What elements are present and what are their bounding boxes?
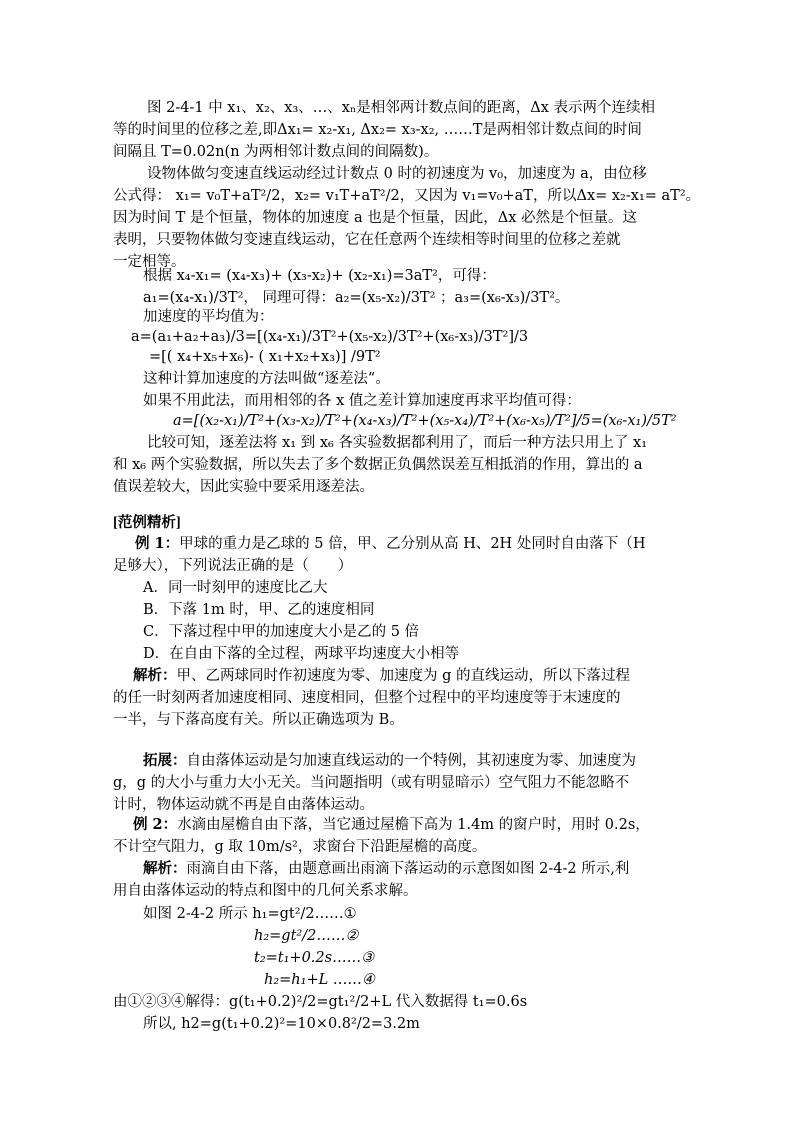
paragraph-1-line-3: 间隔且 T=0.02n(n 为两相邻计数点间的间隔数)。 bbox=[113, 144, 439, 160]
paragraph-2-line-4: 表明，只要物体做匀变速直线运动，它在任意两个连续相等时间里的位移之差就 bbox=[113, 232, 621, 248]
example-1-analysis-line-2: 的任一时刻两者加速度相同、速度相同，但整个过程中的平均速度等于末速度的 bbox=[113, 690, 621, 706]
example-1-option-b: B．下落 1m 时，甲、乙的速度相同 bbox=[143, 602, 375, 618]
equation-2: h₂=gt²/2……② bbox=[254, 928, 359, 944]
paragraph-2-line-3: 因为时间 T 是个恒量，物体的加速度 a 也是个恒量，因此，Δx 必然是个恒量。这 bbox=[113, 210, 638, 226]
equation-4: h₂=h₁+L ……④ bbox=[264, 972, 375, 988]
paragraph-3-line-4: a=(a₁+a₂+a₃)/3=[(x₄-x₁)/3T²+(x₅-x₂)/3T²+(x₆-x₃)/3T²]/3 bbox=[131, 329, 529, 345]
extension-line-1 bbox=[143, 750, 636, 772]
equation-1: 如图 2-4-2 所示 h₁=gt²/2……① bbox=[143, 906, 357, 922]
example-1-text-1: 甲球的重力是乙球的 5 倍，甲、乙分别从高 H、2H 处同时自由落下（H bbox=[179, 536, 646, 552]
example-2-label: 例 2： bbox=[133, 816, 178, 833]
extension-text-1: 自由落体运动是匀加速直线运动的一个特例，其初速度为零、加速度为 bbox=[186, 753, 636, 769]
example-1-line-2: 足够大），下列说法正确的是（ ） bbox=[113, 558, 353, 574]
example-2-line-2: 不计空气阻力，g 取 10m/s²，求窗台下沿距屋檐的高度。 bbox=[113, 839, 487, 855]
paragraph-2-line-1: 设物体做匀变速直线运动经过计数点 0 时的初速度为 v₀，加速度为 a，由位移 bbox=[147, 166, 647, 182]
paragraph-4-line-3: 值误差较大，因此实验中要采用逐差法。 bbox=[113, 479, 374, 495]
example-1-label: 例 1： bbox=[135, 535, 180, 552]
example-1-analysis-text-1: 甲、乙两球同时作初速度为零、加速度为 g 的直线运动，所以下落过程 bbox=[176, 668, 630, 684]
paragraph-3-line-7: 如果不用此法，而用相邻的各 x 值之差计算加速度再求平均值可得： bbox=[143, 393, 581, 409]
extension-line-3: 计时，物体运动就不再是自由落体运动。 bbox=[113, 797, 374, 813]
example-1-option-a: A．同一时刻甲的速度比乙大 bbox=[143, 580, 328, 596]
example-1-option-c: C．下落过程中甲的加速度大小是乙的 5 倍 bbox=[143, 624, 420, 640]
paragraph-3-line-3: 加速度的平均值为： bbox=[143, 309, 274, 325]
equation-3: t₂=t₁+0.2s……③ bbox=[254, 950, 375, 966]
paragraph-1-line-2: 等的时间里的位移之差,即Δx₁= x₂-x₁, Δx₂= x₃-x₂, ……T是两相邻计数点间的时间 bbox=[113, 122, 642, 138]
paragraph-3-line-1: 根据 x₄-x₁= (x₄-x₃)+ (x₃-x₂)+ (x₂-x₁)=3aT²，可得： bbox=[143, 268, 496, 284]
example-2-line-1 bbox=[133, 814, 650, 836]
example-1-option-d: D．在自由下落的全过程，两球平均速度大小相等 bbox=[143, 646, 460, 662]
example-1-analysis-label: 解析： bbox=[133, 667, 177, 684]
paragraph-1-line-1: 图 2-4-1 中 x₁、x₂、x₃、…、xₙ是相邻两计数点间的距离，Δx 表示两个连续相 bbox=[147, 100, 655, 116]
paragraph-3-line-6: 这种计算加速度的方法叫做“逐差法”。 bbox=[143, 371, 390, 387]
example-2-analysis-text-1: 雨滴自由下落，由题意画出雨滴下落运动的示意图如图 2-4-2 所示,利 bbox=[186, 861, 630, 877]
solve-line: 由①②③④解得：g(t₁+0.2)²/2=gt₁²/2+L 代入数据得 t₁=0.6s bbox=[113, 994, 528, 1010]
paragraph-3-line-8: a=[(x₂-x₁)/T²+(x₃-x₂)/T²+(x₄-x₃)/T²+(x₅-x₄)/T²+(x₆-x₅)/T²]/5=(x₆-x₁)/5T² bbox=[173, 413, 677, 429]
example-1-analysis-line-3: 一半，与下落高度有关。所以正确选项为 B。 bbox=[113, 712, 404, 728]
paragraph-3-line-5: =[( x₄+x₅+x₆)- ( x₁+x₂+x₃)] /9T² bbox=[149, 349, 381, 365]
example-1-line-1 bbox=[135, 533, 645, 555]
example-1-analysis-line-1 bbox=[133, 665, 630, 687]
extension-line-2: g，g 的大小与重力大小无关。当问题指明（或有明显暗示）空气阻力不能忽略不 bbox=[113, 775, 630, 791]
paragraph-3-line-2: a₁=(x₄-x₁)/3T²， 同理可得：a₂=(x₅-x₂)/3T² ；a₃=(x₆-x₃)/3T²。 bbox=[143, 290, 570, 306]
example-2-analysis-line-2: 用自由落体运动的特点和图中的几何关系求解。 bbox=[113, 883, 418, 899]
section-heading: [范例精析] bbox=[113, 515, 181, 531]
paragraph-4-line-1: 比较可知，逐差法将 x₁ 到 x₆ 各实验数据都利用了，而后一种方法只用上了 x₁ bbox=[147, 435, 648, 451]
paragraph-2-line-2: 公式得： x₁= v₀T+aT²/2，x₂= v₁T+aT²/2，又因为 v₁=v₀+aT，所以Δx= x₂-x₁= aT²。 bbox=[113, 188, 701, 204]
example-2-text-1: 水滴由屋檐自由下落，当它通过屋檐下高为 1.4m 的窗户时，用时 0.2s， bbox=[177, 817, 650, 833]
paragraph-4-line-2: 和 x₆ 两个实验数据，所以失去了多个数据正负偶然误差互相抵消的作用，算出的 a bbox=[113, 457, 643, 473]
result-line: 所以, h2=g(t₁+0.2)²=10×0.8²/2=3.2m bbox=[143, 1016, 420, 1032]
example-2-analysis-line-1 bbox=[143, 858, 629, 880]
example-2-analysis-label: 解析： bbox=[143, 860, 187, 877]
paragraph-2-line-5: 一定相等。 bbox=[113, 254, 186, 270]
extension-label: 拓展： bbox=[143, 752, 187, 769]
